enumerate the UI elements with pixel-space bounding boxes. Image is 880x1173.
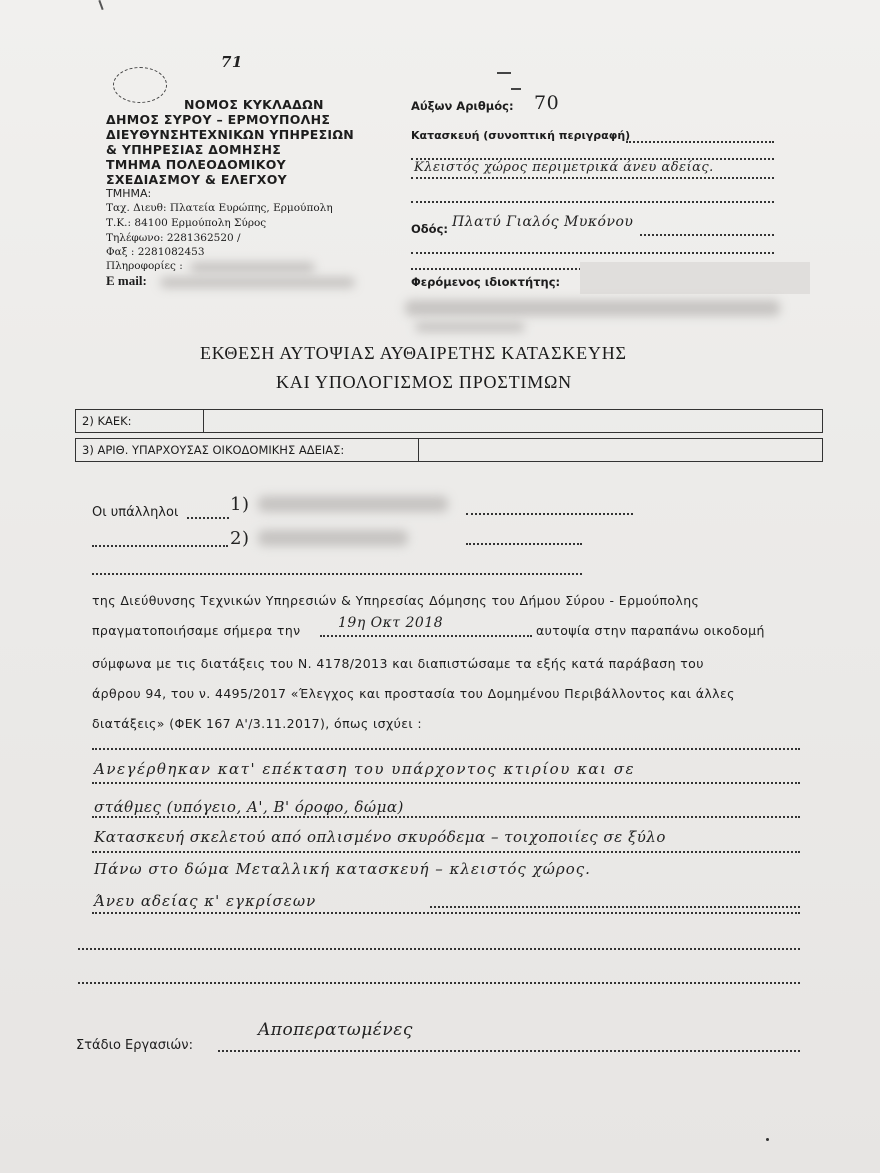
permit-label: 3) ΑΡΙΘ. ΥΠΑΡΧΟΥΣΑΣ ΟΙΚΟΔΟΜΙΚΗΣ ΑΔΕΙΑΣ: (76, 439, 419, 462)
redacted-owner-details-2 (415, 322, 525, 332)
dotted-line (78, 948, 800, 950)
body-line-3: σύμφωνα με τις διατάξεις του Ν. 4178/2013 και διαπιστώσαμε τα εξής κατά παράβαση του (92, 656, 704, 671)
permit-value[interactable] (419, 439, 823, 462)
stage-label: Στάδιο Εργασιών: (76, 1038, 193, 1053)
dotted-line (78, 982, 800, 984)
address: Ταχ. Διευθ: Πλατεία Ευρώπης, Ερμούπολη (106, 202, 333, 214)
body-line-2-pre: πραγματοποιήσαμε σήμερα την (92, 623, 301, 638)
street-label: Οδός: (411, 222, 448, 236)
dotted-line (92, 782, 800, 784)
redacted-owner (580, 262, 810, 294)
dotted-line (92, 851, 800, 853)
dotted-line (92, 545, 228, 547)
pen-mark (98, 0, 103, 10)
redacted-email (160, 277, 355, 288)
dotted-line (187, 517, 229, 519)
redacted-employee-1 (258, 496, 448, 512)
kaek-value[interactable] (204, 410, 823, 433)
serial-label: Αύξων Αριθμός: (411, 99, 514, 113)
dotted-line (640, 234, 774, 236)
document-title-line-1: ΕΚΘΕΣΗ ΑΥΤΟΨΙΑΣ ΑΥΘΑΙΡΕΤΗΣ ΚΑΤΑΣΚΕΥΗΣ (200, 343, 627, 363)
dotted-line (626, 141, 774, 143)
org-line-5: ΤΜΗΜΑ ΠΟΛΕΟΔΟΜΙΚΟΥ (106, 157, 286, 172)
street-value: Πλατύ Γιαλός Μυκόνου (452, 214, 634, 230)
dotted-line (430, 906, 800, 908)
finding-line-1: Ανεγέρθηκαν κατ' επέκταση του υπάρχοντος κτιρίου και σε (94, 760, 635, 778)
dotted-line (92, 912, 800, 914)
employee-1-number: 1) (230, 494, 250, 515)
org-line-2: ΔΗΜΟΣ ΣΥΡΟΥ – ΕΡΜΟΥΠΟΛΗΣ (106, 112, 331, 127)
property-info-table (75, 409, 823, 433)
dotted-line (218, 1050, 800, 1052)
dept-label: ΤΜΗΜΑ: (106, 187, 152, 200)
body-line-4: άρθρου 94, του ν. 4495/2017 «Έλεγχος και προστασία του Δομημένου Περιβάλλοντος και άλλες (92, 686, 735, 701)
finding-line-5: Άνευ αδείας κ' εγκρίσεων (94, 892, 317, 910)
serial-value: 70 (534, 92, 560, 114)
dotted-line (320, 635, 532, 637)
org-line-1: ΝΟΜΟΣ ΚΥΚΛΑΔΩΝ (184, 97, 324, 112)
pen-dash-marks (497, 72, 511, 74)
dotted-line (466, 543, 582, 545)
org-line-4: & ΥΠΗΡΕΣΙΑΣ ΔΟΜΗΣΗΣ (106, 142, 282, 157)
speck (766, 1138, 769, 1141)
employee-2-number: 2) (230, 528, 250, 549)
permit-info-table (75, 438, 823, 462)
dotted-line (92, 573, 582, 575)
dotted-line (411, 268, 581, 270)
dotted-line (411, 177, 774, 179)
owner-label: Φερόμενος ιδιοκτήτης: (411, 275, 561, 289)
table-row-kaek (76, 410, 823, 433)
postal-code: Τ.Κ.: 84100 Ερμούπολη Σύρος (106, 217, 267, 229)
fax: Φαξ : 2281082453 (106, 246, 205, 258)
dotted-line (466, 513, 633, 515)
redacted-owner-details (405, 300, 780, 316)
document-title-line-2: ΚΑΙ ΥΠΟΛΟΓΙΣΜΟΣ ΠΡΟΣΤΙΜΩΝ (276, 372, 572, 392)
redacted-info (190, 262, 315, 273)
redacted-employee-2 (258, 530, 408, 546)
dotted-line (92, 816, 800, 818)
employees-label: Οι υπάλληλοι (92, 505, 179, 520)
page-number-handwritten: 71 (221, 53, 243, 71)
construction-label: Κατασκευή (συνοπτική περιγραφή) (411, 129, 631, 142)
email-label: E mail: (106, 273, 147, 288)
stamp-oval-icon (113, 67, 167, 103)
table-row-permit (76, 439, 823, 462)
finding-line-4: Πάνω στο δώμα Μεταλλική κατασκευή – κλειστός χώρος. (94, 860, 591, 878)
inspection-date: 19η Οκτ 2018 (338, 615, 444, 631)
dotted-line (92, 748, 800, 750)
stage-value: Αποπερατωμένες (258, 1020, 413, 1040)
finding-line-2: στάθμες (υπόγειο, Α', Β' όροφο, δώμα) (94, 798, 404, 816)
body-line-2-post: αυτοψία στην παραπάνω οικοδομή (536, 623, 765, 638)
finding-line-3: Κατασκευή σκελετού από οπλισμένο σκυρόδεμα – τοιχοποιίες σε ξύλο (94, 828, 666, 846)
kaek-label: 2) ΚΑΕΚ: (76, 410, 204, 433)
construction-value: Κλειστός χώρος περιμετρικά άνευ αδείας. (414, 160, 714, 175)
org-line-6: ΣΧΕΔΙΑΣΜΟΥ & ΕΛΕΓΧΟΥ (106, 172, 288, 187)
dotted-line (411, 252, 774, 254)
pen-dash-marks-2 (511, 88, 521, 90)
org-line-3: ΔΙΕΥΘΥΝΣΗΤΕΧΝΙΚΩΝ ΥΠΗΡΕΣΙΩΝ (106, 127, 355, 142)
dotted-line (411, 201, 774, 203)
body-line-1: της Διεύθυνσης Τεχνικών Υπηρεσιών & Υπηρεσίας Δόμησης του Δήμου Σύρου - Ερμούπολης (92, 593, 700, 608)
phone: Τηλέφωνο: 2281362520 / (106, 232, 241, 244)
info-label: Πληροφορίες : (106, 260, 183, 272)
body-line-5: διατάξεις» (ΦΕΚ 167 Α'/3.11.2017), όπως ισχύει : (92, 716, 422, 731)
